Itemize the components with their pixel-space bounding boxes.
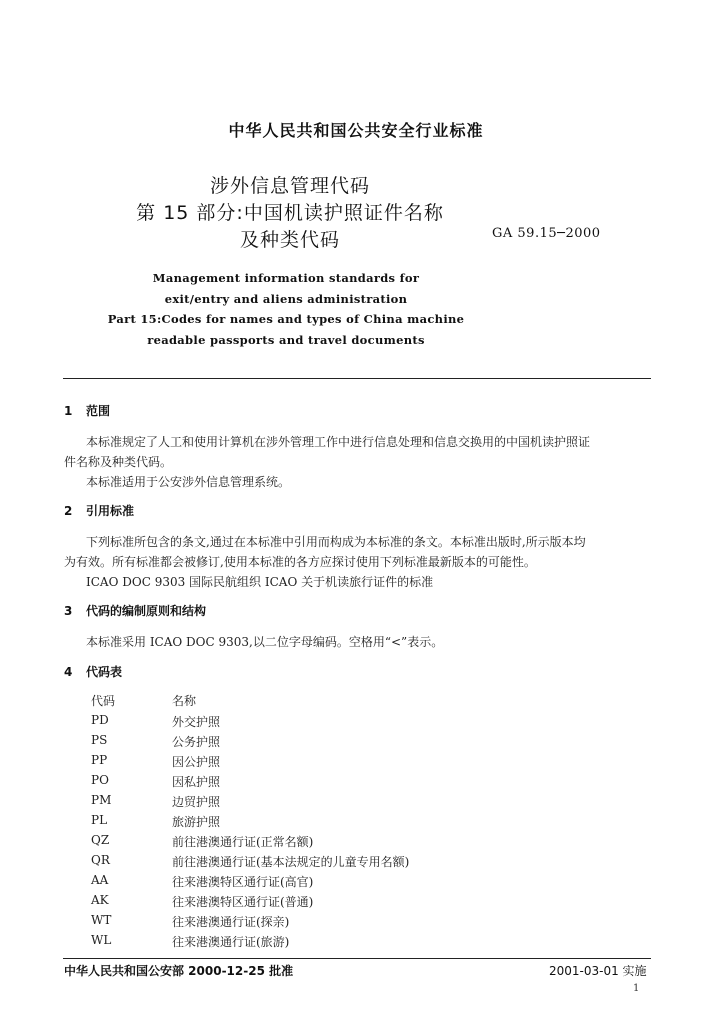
table-row-code: QZ xyxy=(91,833,110,847)
section-number: 3 xyxy=(64,604,73,618)
document-title xyxy=(0,173,580,254)
english-title-line-2: exit/entry and aliens administration xyxy=(164,291,408,306)
table-row-code: PM xyxy=(91,793,112,807)
table-row-code: WT xyxy=(91,913,112,927)
table-row-name: 往来港澳特区通行证(高官) xyxy=(172,875,314,889)
name-column-header: 名称 xyxy=(172,694,197,708)
table-row-name: 往来港澳通行证(探亲) xyxy=(172,915,290,929)
english-title-line-4: readable passports and travel documents xyxy=(147,332,425,347)
section-2-paragraph-1b: 为有效。所有标准都会被修订,使用本标准的各方应探讨使用下列标准最新版本的可能性。 xyxy=(64,555,536,569)
table-row-code: PS xyxy=(91,733,108,747)
section-title: 范围 xyxy=(86,404,111,418)
section-title: 代码表 xyxy=(86,665,123,679)
section-number: 2 xyxy=(64,504,73,518)
code-column-header: 代码 xyxy=(91,694,116,708)
section-1-paragraph-2: 本标准适用于公安涉外信息管理系统。 xyxy=(86,475,291,489)
section-number: 4 xyxy=(64,665,73,679)
section-2-paragraph-1a: 下列标准所包含的条文,通过在本标准中引用而构成为本标准的条文。本标准出版时,所示版本均 xyxy=(86,535,586,549)
section-1-paragraph-1b: 件名称及种类代码。 xyxy=(64,455,173,469)
title-line-1: 涉外信息管理代码 xyxy=(209,175,370,197)
table-row-name: 边贸护照 xyxy=(172,795,221,809)
section-3-heading xyxy=(64,602,206,619)
section-title: 代码的编制原则和结构 xyxy=(86,604,207,618)
english-title xyxy=(0,268,572,350)
table-row-code: AK xyxy=(91,893,109,907)
table-row-name: 旅游护照 xyxy=(172,815,221,829)
section-3-paragraph-1: 本标准采用 ICAO DOC 9303,以二位字母编码。空格用“<”表示。 xyxy=(86,635,444,649)
page-number: 1 xyxy=(633,983,640,994)
standard-code: GA 59.15─2000 xyxy=(492,226,601,241)
table-row-code: AA xyxy=(91,873,109,887)
table-row-code: PP xyxy=(91,753,108,767)
implementation-date: 2001-03-01 实施 xyxy=(549,964,647,978)
approval-date: 中华人民共和国公安部 2000-12-25 批准 xyxy=(64,964,294,978)
header-divider xyxy=(63,378,651,379)
table-row-name: 前往港澳通行证(正常名额) xyxy=(172,835,314,849)
section-number: 1 xyxy=(64,404,73,418)
table-row-name: 往来港澳特区通行证(普通) xyxy=(172,895,314,909)
issuing-organization: 中华人民共和国公共安全行业标准 xyxy=(228,121,484,140)
table-row-code: QR xyxy=(91,853,110,867)
section-4-heading xyxy=(64,663,122,680)
title-line-2: 第 15 部分:中国机读护照证件名称 xyxy=(136,202,444,224)
section-2-paragraph-2: ICAO DOC 9303 国际民航组织 ICAO 关于机读旅行证件的标准 xyxy=(86,575,434,589)
english-title-line-3: Part 15:Codes for names and types of China machine xyxy=(107,312,465,326)
table-row-name: 因私护照 xyxy=(172,775,221,789)
table-row-code: PL xyxy=(91,813,108,827)
table-row-name: 往来港澳通行证(旅游) xyxy=(172,935,290,949)
footer-divider xyxy=(63,958,651,959)
table-row-name: 前往港澳通行证(基本法规定的儿童专用名额) xyxy=(172,855,410,869)
table-row-name: 公务护照 xyxy=(172,735,221,749)
section-1-paragraph-1a: 本标准规定了人工和使用计算机在涉外管理工作中进行信息处理和信息交换用的中国机读护照证 xyxy=(86,435,591,449)
english-title-line-1: Management information standards for xyxy=(152,271,420,285)
table-row-code: PD xyxy=(91,713,109,727)
table-row-code: PO xyxy=(91,773,109,787)
table-row-name: 因公护照 xyxy=(172,755,221,769)
section-title: 引用标准 xyxy=(86,504,135,518)
table-row-name: 外交护照 xyxy=(172,715,221,729)
table-row-code: WL xyxy=(91,933,112,947)
title-line-3: 及种类代码 xyxy=(239,229,340,251)
section-2-heading xyxy=(64,502,134,519)
section-1-heading xyxy=(64,402,110,419)
